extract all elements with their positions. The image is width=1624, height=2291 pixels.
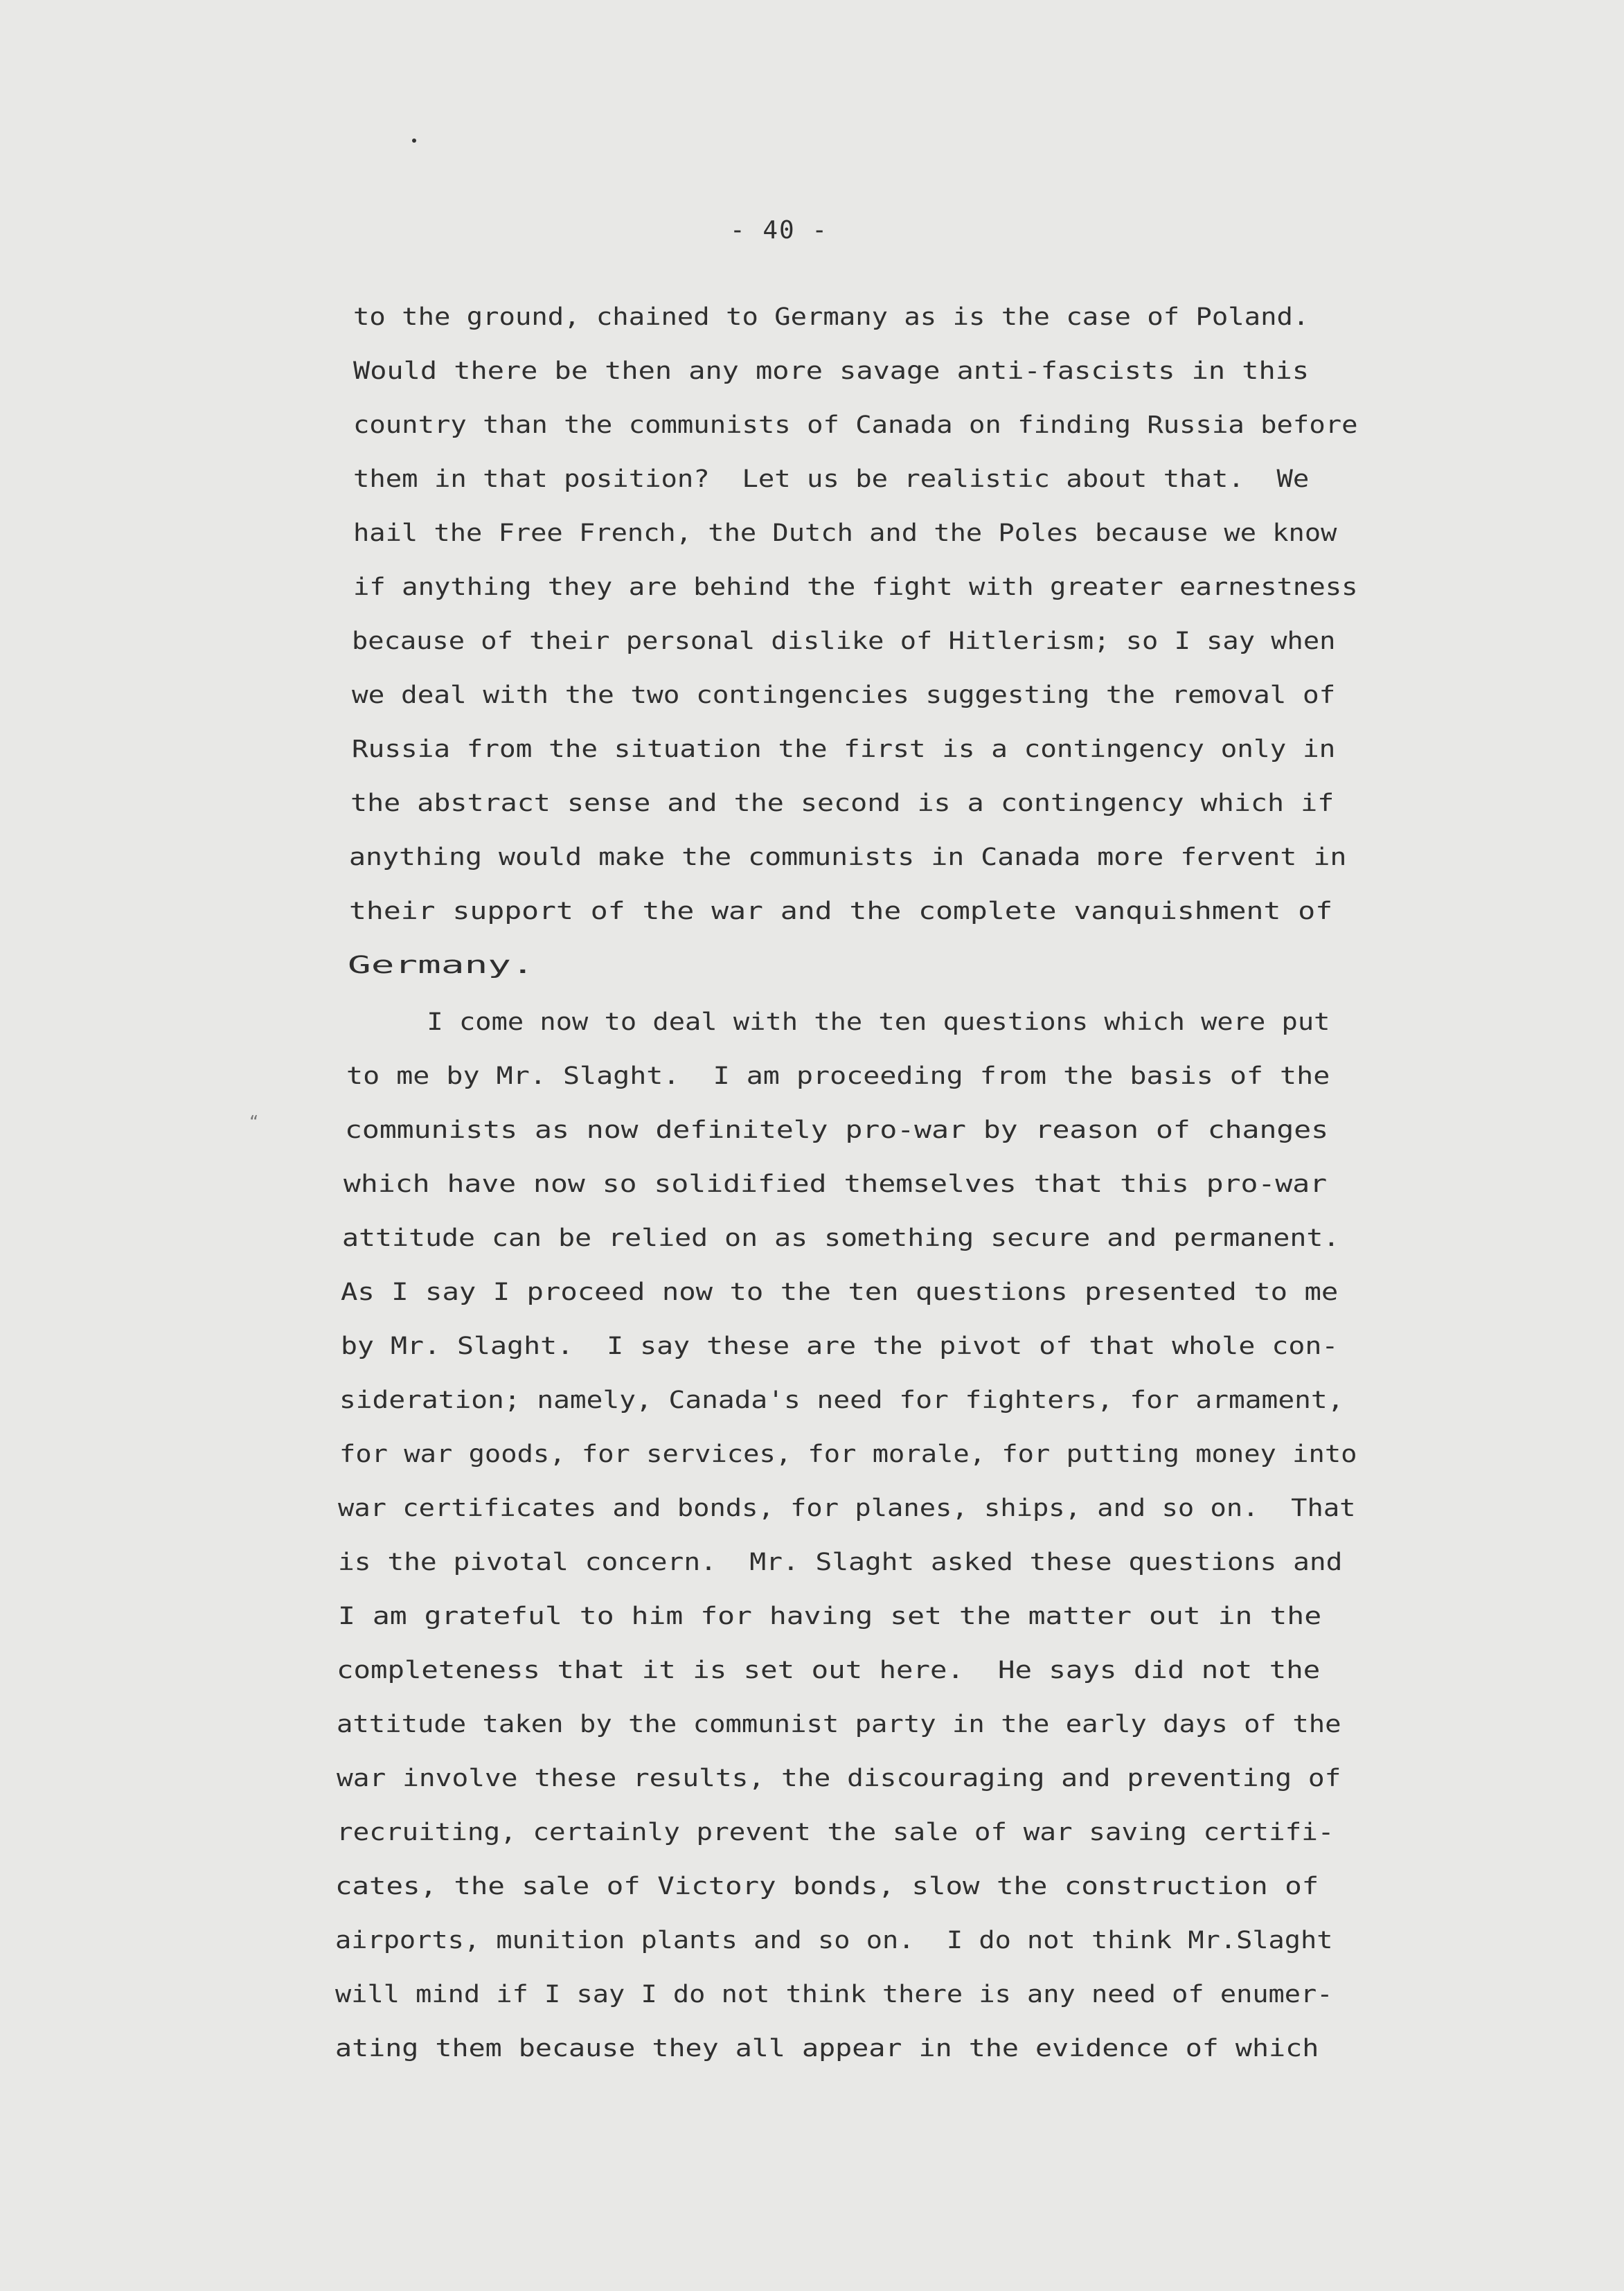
text-line: Germany. <box>348 952 535 979</box>
text-line: country than the communists of Canada on finding Russia before <box>353 411 1358 439</box>
ink-speck <box>412 139 416 143</box>
text-line: completeness that it is set out here. He says did not the <box>337 1657 1321 1684</box>
text-line: war involve these results, the discouraging and preventing of <box>337 1765 1341 1792</box>
text-line: will mind if I say I do not think there is any need of enumer- <box>335 1981 1333 2008</box>
text-line: anything would make the communists in Canada more fervent in <box>349 844 1347 871</box>
text-line: hail the Free French, the Dutch and the Poles because we know <box>353 519 1337 547</box>
text-line: I am grateful to him for having set the matter out in the <box>338 1603 1322 1630</box>
text-line: their support of the war and the complete vanquishment of <box>349 898 1333 925</box>
text-line: is the pivotal concern. Mr. Slaght asked these questions and <box>338 1549 1343 1576</box>
text-line: for war goods, for services, for morale, for putting money into <box>339 1441 1357 1468</box>
text-line: attitude can be relied on as something secure and permanent. <box>342 1224 1340 1252</box>
text-line: because of their personal dislike of Hitlerism; so I say when <box>352 627 1336 655</box>
margin-mark: “ <box>249 1114 259 1131</box>
text-line: communists as now definitely pro-war by reason of changes <box>345 1116 1329 1144</box>
text-line: to me by Mr. Slaght. I am proceeding from the basis of the <box>346 1062 1330 1090</box>
page-number: - 40 - <box>729 216 829 244</box>
text-line: to the ground, chained to Germany as is the case of Poland. <box>353 303 1310 331</box>
text-line: we deal with the two contingencies suggesting the removal of <box>352 681 1336 709</box>
text-line: by Mr. Slaght. I say these are the pivot of that whole con- <box>341 1332 1339 1360</box>
text-line: airports, munition plants and so on. I do not think Mr.Slaght <box>335 1927 1333 1954</box>
text-line: war certificates and bonds, for planes, ships, and so on. That <box>338 1495 1356 1522</box>
text-line: cates, the sale of Victory bonds, slow the construction of <box>335 1873 1319 1900</box>
text-line: the abstract sense and the second is a contingency which if <box>350 790 1335 817</box>
text-line: sideration; namely, Canada's need for fighters, for armament, <box>339 1387 1344 1414</box>
text-line: if anything they are behind the fight with greater earnestness <box>353 573 1358 601</box>
text-line: I come now to deal with the ten questions which were put <box>346 1008 1330 1036</box>
text-line: recruiting, certainly prevent the sale of war saving certifi- <box>337 1819 1335 1846</box>
text-line: As I say I proceed now to the ten questions presented to me <box>341 1278 1339 1306</box>
text-line: ating them because they all appear in the evidence of which <box>335 2035 1319 2062</box>
text-line: Would there be then any more savage anti-fascists in this <box>353 357 1310 385</box>
text-line: Russia from the situation the first is a contingency only in <box>352 736 1336 763</box>
text-line: which have now so solidified themselves that this pro-war <box>343 1170 1328 1198</box>
text-line: them in that position? Let us be realistic about that. We <box>353 465 1310 493</box>
text-line: attitude taken by the communist party in the early days of the <box>337 1711 1341 1738</box>
